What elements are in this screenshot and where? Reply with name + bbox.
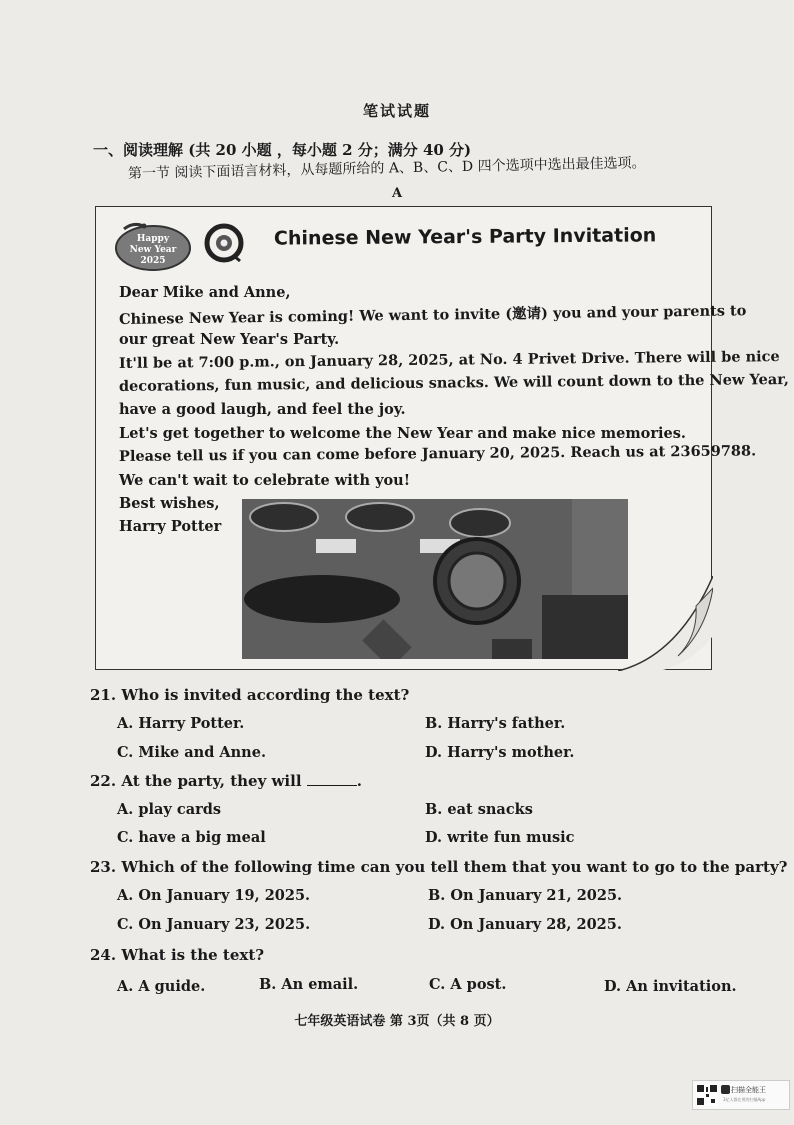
letter-line-signature: Harry Potter	[119, 518, 222, 535]
letter-line-greeting: Dear Mike and Anne,	[119, 284, 291, 301]
question-23-stem: 23. Which of the following time can you tell them that you want to go to the party?	[90, 858, 788, 876]
cs-logo-icon	[721, 1085, 730, 1094]
scanner-sublabel: 3亿人都在用的扫描App	[723, 1097, 766, 1102]
question-24-stem: 24. What is the text?	[90, 946, 265, 964]
letter-line: Please tell us if you can come before January 20, 2025. Reach us at 23659788.	[118, 442, 757, 465]
question-24-option-b: B. An email.	[259, 976, 359, 993]
question-21-option-b: B. Harry's father.	[425, 715, 566, 732]
answer-blank	[307, 773, 357, 786]
question-21-option-a: A. Harry Potter.	[117, 715, 245, 732]
badge-text	[114, 234, 192, 267]
page-footer: 七年级英语试卷 第 3页（共 8 页）	[294, 1014, 500, 1029]
letter-line: Chinese New Year is coming! We want to invite (邀请) you and your parents to	[118, 302, 747, 328]
card-title: Chinese New Year's Party Invitation	[273, 224, 657, 250]
party-decorations-photo	[242, 499, 628, 659]
question-22-stem-end: .	[356, 772, 362, 790]
scanner-label: 扫描全能王	[731, 1086, 766, 1094]
question-21-stem: 21. Who is invited according the text?	[90, 686, 410, 704]
invitation-card	[95, 206, 789, 670]
question-22-option-d: D. write fun music	[425, 829, 575, 846]
question-24-option-d: D. An invitation.	[604, 978, 737, 995]
qr-code-icon	[696, 1084, 718, 1106]
passage-label: A	[391, 186, 403, 201]
question-23-option-d: D. On January 28, 2025.	[428, 916, 622, 933]
section-heading: 一、阅读理解 (共 20 小题 ，每小题 2 分；满分 40 分)	[93, 141, 472, 159]
section-instructions: 第一节 阅读下面语言材料，从每题所给的 A、B、C、D 四个选项中选出最佳选项。	[127, 155, 646, 182]
letter-line-closing: Best wishes,	[119, 495, 220, 512]
question-23-option-c: C. On January 23, 2025.	[117, 916, 311, 933]
question-23-option-a: A. On January 19, 2025.	[117, 887, 311, 904]
letter-line: decorations, fun music, and delicious snacks. We will count down to the New Year,	[118, 370, 789, 395]
question-22-stem	[90, 772, 362, 790]
letter-line: It'll be at 7:00 p.m., on January 28, 2025, at No. 4 Privet Drive. There will be nice	[118, 348, 780, 372]
question-24-option-a: A. A guide.	[117, 978, 206, 995]
badge-line-1: Happy	[136, 234, 170, 244]
question-21-option-c: C. Mike and Anne.	[117, 744, 266, 761]
letter-line: Let's get together to welcome the New Year and make nice memories.	[119, 425, 686, 442]
letter-line: We can't wait to celebrate with you!	[119, 472, 411, 489]
letter-line: have a good laugh, and feel the joy.	[119, 401, 406, 418]
question-24-option-c: C. A post.	[429, 976, 507, 993]
question-21-option-d: D. Harry's mother.	[425, 744, 575, 761]
question-22-option-a: A. play cards	[117, 801, 222, 818]
question-22-option-c: C. have a big meal	[117, 829, 266, 846]
page-curl-decoration	[618, 576, 713, 671]
question-23-option-b: B. On January 21, 2025.	[428, 887, 623, 904]
question-22-option-b: B. eat snacks	[425, 801, 533, 818]
badge-line-3: 2025	[140, 256, 166, 266]
scanner-watermark	[692, 1080, 790, 1110]
snake-logo-icon	[204, 223, 244, 263]
page-title: 笔试试题	[362, 102, 431, 120]
letter-line: our great New Year's Party.	[119, 331, 340, 348]
question-22-stem-text: 22. At the party, they will	[90, 772, 302, 790]
badge-line-2: New Year	[129, 245, 177, 255]
